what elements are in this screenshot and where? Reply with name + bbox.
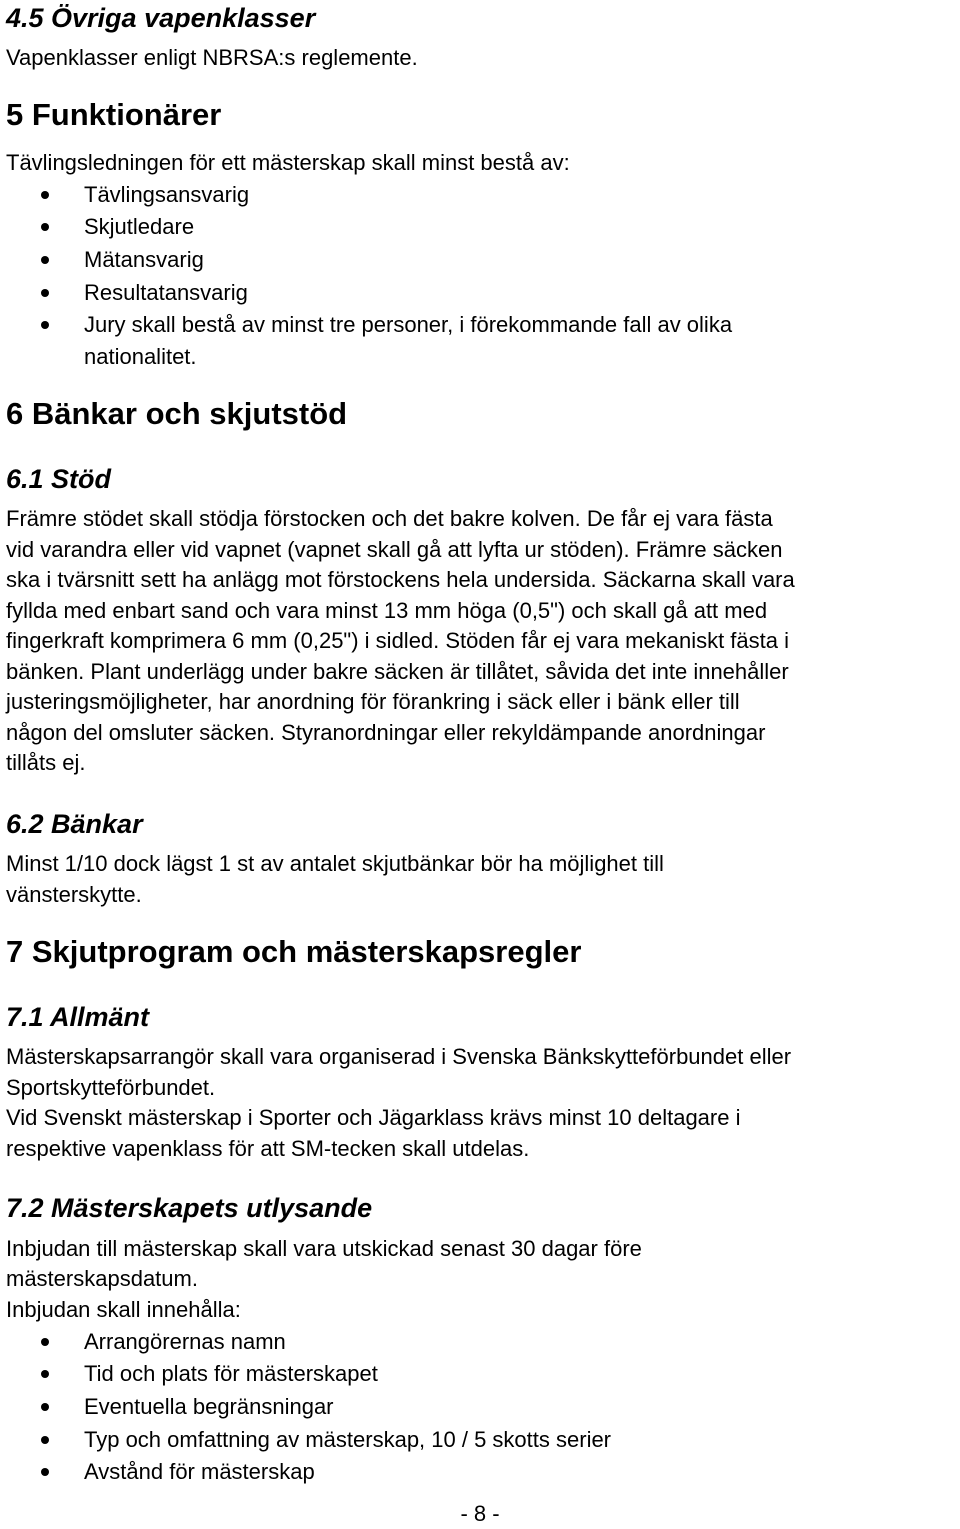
list-item-text: Arrangörernas namn [84, 1329, 286, 1354]
bullet-icon [41, 1436, 49, 1444]
list-item [0, 1359, 960, 1389]
bullet-icon [41, 256, 49, 264]
list-item-text: Tid och plats för mästerskapet [84, 1361, 378, 1386]
bullet-icon [41, 191, 49, 199]
list-item [0, 1392, 960, 1422]
list-item-text: Skjutledare [84, 214, 195, 239]
list-item [0, 310, 960, 340]
bullet-icon [41, 1403, 49, 1411]
paragraph-line: vid varandra eller vid vapnet (vapnet skall gå att lyfta ur stöden). Främre säcken [6, 537, 783, 562]
paragraph-line: fyllda med enbart sand och vara minst 13 mm höga (0,5") och skall gå att med [6, 598, 768, 623]
section-6-heading: 6 Bänkar och skjutstöd [6, 396, 348, 431]
section-6-2-heading: 6.2 Bänkar [6, 809, 143, 839]
paragraph-line: vänsterskytte. [6, 882, 142, 907]
list-item [0, 1425, 960, 1455]
bullet-icon [41, 1370, 49, 1378]
list-item [0, 278, 960, 308]
section-6-1-heading: 6.1 Stöd [6, 464, 112, 494]
list-item [0, 1327, 960, 1357]
list-item [0, 180, 960, 210]
list-item-text: Jury skall bestå av minst tre personer, i förekommande fall av olika [84, 312, 733, 337]
section-7-1-heading: 7.1 Allmänt [6, 1002, 150, 1032]
paragraph-line: Minst 1/10 dock lägst 1 st av antalet skjutbänkar bör ha möjlighet till [6, 851, 664, 876]
list-item-text: Eventuella begränsningar [84, 1394, 334, 1419]
paragraph-line: bänken. Plant underlägg under bakre säcken är tillåtet, såvida det inte innehåller [6, 659, 789, 684]
section-5-intro: Tävlingsledningen för ett mästerskap skall minst bestå av: [6, 150, 570, 175]
list-item [0, 212, 960, 242]
list-item-text: Mätansvarig [84, 247, 204, 272]
bullet-icon [41, 321, 49, 329]
page-number: - 8 - [460, 1501, 500, 1526]
paragraph-line: Inbjudan skall innehålla: [6, 1297, 241, 1322]
section-4-5-heading: 4.5 Övriga vapenklasser [6, 3, 316, 33]
list-item-text: Tävlingsansvarig [84, 182, 250, 207]
paragraph-line: Främre stödet skall stödja förstocken och det bakre kolven. De får ej vara fästa [6, 506, 773, 531]
section-7-2-heading: 7.2 Mästerskapets utlysande [6, 1193, 373, 1223]
section-4-5-body: Vapenklasser enligt NBRSA:s reglemente. [6, 45, 418, 70]
paragraph-line: Mästerskapsarrangör skall vara organiserad i Svenska Bänkskytteförbundet eller [6, 1044, 792, 1069]
bullet-icon [41, 223, 49, 231]
list-item-text: Typ och omfattning av mästerskap, 10 / 5 skotts serier [84, 1427, 612, 1452]
paragraph-line: fingerkraft komprimera 6 mm (0,25") i sidled. Stöden får ej vara mekaniskt fästa i [6, 628, 789, 653]
section-5-heading: 5 Funktionärer [6, 97, 222, 132]
list-item-text: Resultatansvarig [84, 280, 248, 305]
paragraph-line: respektive vapenklass för att SM-tecken skall utdelas. [6, 1136, 530, 1161]
paragraph-line: Inbjudan till mästerskap skall vara utskickad senast 30 dagar före [6, 1236, 642, 1261]
paragraph-line: justeringsmöjligheter, har anordning för förankring i säck eller i bänk eller till [6, 689, 740, 714]
list-item [0, 1457, 960, 1487]
paragraph-line: någon del omsluter säcken. Styranordningar eller rekyldämpande anordningar [6, 720, 766, 745]
paragraph-line: ska i tvärsnitt sett ha anlägg mot förstockens hela undersida. Säckarna skall vara [6, 567, 795, 592]
bullet-icon [41, 1468, 49, 1476]
section-7-heading: 7 Skjutprogram och mästerskapsregler [6, 934, 582, 969]
list-item-continuation: nationalitet. [84, 344, 197, 369]
paragraph-line: mästerskapsdatum. [6, 1266, 198, 1291]
paragraph-line: Vid Svenskt mästerskap i Sporter och Jägarklass krävs minst 10 deltagare i [6, 1105, 741, 1130]
paragraph-line: tillåts ej. [6, 750, 86, 775]
list-item-text: Avstånd för mästerskap [84, 1459, 315, 1484]
bullet-icon [41, 289, 49, 297]
list-item [0, 245, 960, 275]
paragraph-line: Sportskytteförbundet. [6, 1075, 216, 1100]
bullet-icon [41, 1338, 49, 1346]
